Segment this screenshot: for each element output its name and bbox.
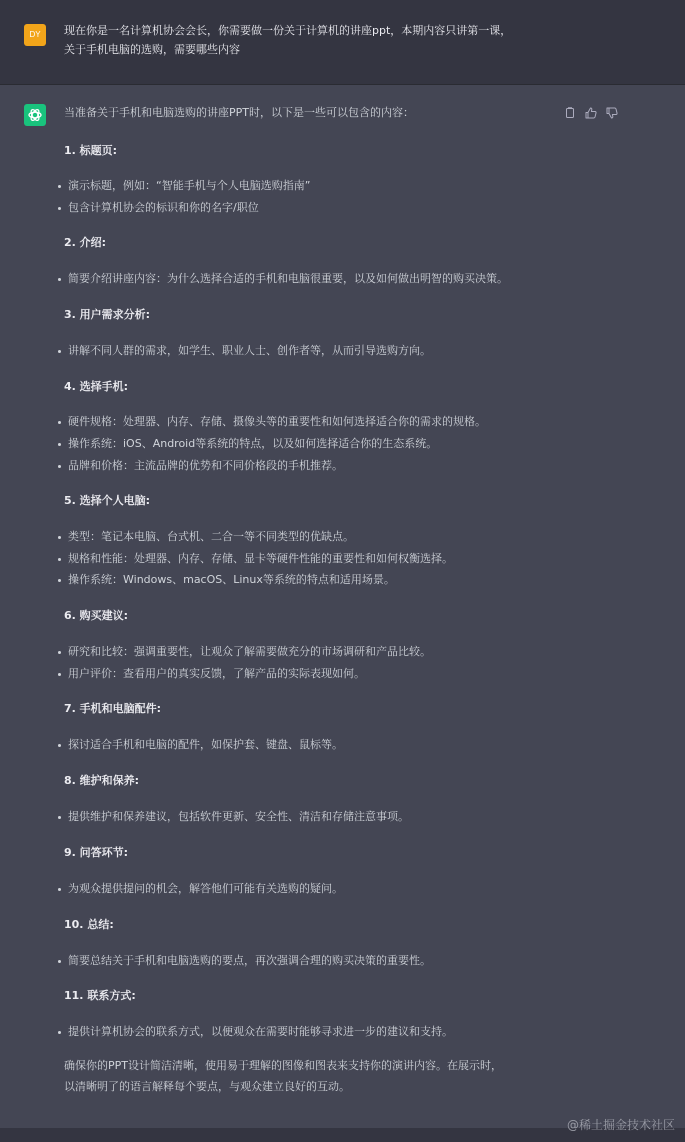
list-item: 探讨适合手机和电脑的配件，如保护套、键盘、鼠标等。 xyxy=(68,738,343,751)
section-heading: 11. 联系方式: xyxy=(64,989,136,1002)
section-heading: 7. 手机和电脑配件: xyxy=(64,702,162,715)
openai-logo-icon xyxy=(27,107,43,123)
watermark: @稀土掘金技术社区 xyxy=(566,1118,675,1132)
user-avatar: DY xyxy=(24,24,46,46)
user-message-text xyxy=(64,21,624,59)
list-item: 提供维护和保养建议，包括软件更新、安全性、清洁和存储注意事项。 xyxy=(68,810,409,823)
list-item: 为观众提供提问的机会，解答他们可能有关选购的疑问。 xyxy=(68,882,343,895)
message-actions xyxy=(563,106,623,122)
copy-icon[interactable] xyxy=(563,106,577,120)
list-item: 规格和性能：处理器、内存、存储、显卡等硬件性能的重要性和如何权衡选择。 xyxy=(68,552,453,565)
intro-text: 当准备关于手机和电脑选购的讲座PPT时，以下是一些可以包含的内容： xyxy=(64,106,414,119)
section-heading: 3. 用户需求分析: xyxy=(64,308,151,321)
list-item: 提供计算机协会的联系方式，以便观众在需要时能够寻求进一步的建议和支持。 xyxy=(68,1025,453,1038)
list-item: 硬件规格：处理器、内存、存储、摄像头等的重要性和如何选择适合你的需求的规格。 xyxy=(68,415,486,428)
closing-line: 以清晰明了的语言解释每个要点，与观众建立良好的互动。 xyxy=(64,1080,350,1093)
assistant-avatar xyxy=(24,104,46,126)
section-heading: 4. 选择手机: xyxy=(64,380,129,393)
list-item: 操作系统：iOS、Android等系统的特点，以及如何选择适合你的生态系统。 xyxy=(68,437,438,450)
section-heading: 6. 购买建议: xyxy=(64,609,129,622)
closing-line: 确保你的PPT设计简洁清晰，使用易于理解的图像和图表来支持你的演讲内容。在展示时， xyxy=(64,1059,502,1072)
thumbs-up-icon[interactable] xyxy=(584,106,598,120)
user-message xyxy=(0,0,685,85)
closing-paragraph xyxy=(64,1055,564,1097)
section-heading: 10. 总结: xyxy=(64,918,114,931)
user-message-line: 现在你是一名计算机协会会长，你需要做一份关于计算机的讲座ppt，本期内容只讲第一课， xyxy=(64,24,512,37)
list-item: 简要介绍讲座内容：为什么选择合适的手机和电脑很重要，以及如何做出明智的购买决策。 xyxy=(68,272,508,285)
list-item: 品牌和价格：主流品牌的优势和不同价格段的手机推荐。 xyxy=(68,459,343,472)
assistant-message xyxy=(0,86,685,1128)
list-item: 类型：笔记本电脑、台式机、二合一等不同类型的优缺点。 xyxy=(68,530,354,543)
list-item: 简要总结关于手机和电脑选购的要点，再次强调合理的购买决策的重要性。 xyxy=(68,954,431,967)
list-item: 操作系统：Windows、macOS、Linux等系统的特点和适用场景。 xyxy=(68,573,395,586)
list-item: 研究和比较：强调重要性，让观众了解需要做充分的市场调研和产品比较。 xyxy=(68,645,431,658)
list-item: 演示标题，例如：“智能手机与个人电脑选购指南” xyxy=(68,179,311,192)
list-item: 包含计算机协会的标识和你的名字/职位 xyxy=(68,201,259,214)
section-heading: 2. 介绍: xyxy=(64,236,107,249)
user-message-line: 关于手机电脑的选购，需要哪些内容 xyxy=(64,43,240,56)
section-heading: 9. 问答环节: xyxy=(64,846,129,859)
list-item: 讲解不同人群的需求，如学生、职业人士、创作者等，从而引导选购方向。 xyxy=(68,344,431,357)
list-item: 用户评价：查看用户的真实反馈，了解产品的实际表现如何。 xyxy=(68,667,365,680)
section-heading: 1. 标题页: xyxy=(64,144,118,157)
section-heading: 8. 维护和保养: xyxy=(64,774,140,787)
thumbs-down-icon[interactable] xyxy=(605,106,619,120)
section-heading: 5. 选择个人电脑: xyxy=(64,494,151,507)
